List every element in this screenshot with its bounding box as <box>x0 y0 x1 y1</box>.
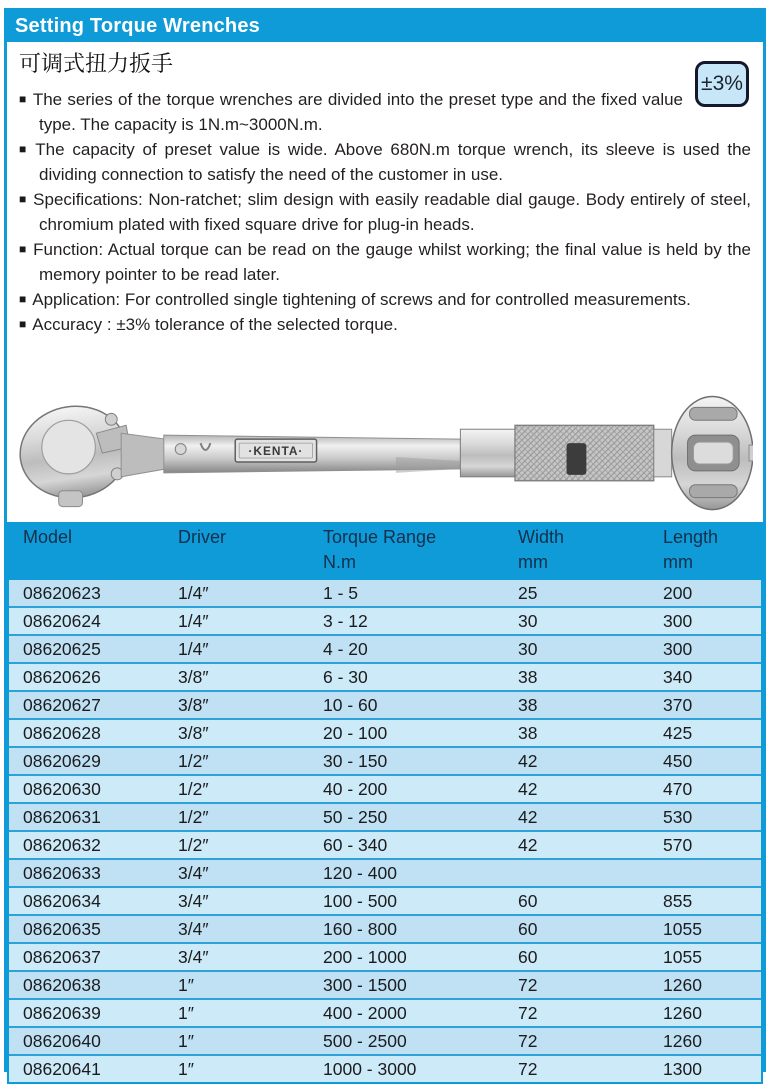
torque-wrench-drawing <box>19 395 753 520</box>
cell-length: 340 <box>649 663 761 691</box>
feature-bullet <box>19 137 751 187</box>
cell-length: 570 <box>649 831 761 859</box>
brand-label: ·KENTA· <box>248 444 303 458</box>
cell-torque-range: 200 - 1000 <box>309 943 504 971</box>
cell-width: 30 <box>504 635 649 663</box>
table-row <box>9 1027 761 1055</box>
bullet-text: Function: Actual torque can be read on the gauge whilst working; the final value is held by the memory pointer to be read later. <box>33 240 751 284</box>
cell-torque-range: 100 - 500 <box>309 887 504 915</box>
spec-table <box>9 522 761 1082</box>
cell-length: 1260 <box>649 1027 761 1055</box>
cell-length: 450 <box>649 747 761 775</box>
cell-model: 08620631 <box>9 803 164 831</box>
cell-width: 30 <box>504 607 649 635</box>
column-header-model: Model <box>9 522 164 580</box>
table-row <box>9 999 761 1027</box>
table-row <box>9 607 761 635</box>
cell-driver: 3/8″ <box>164 691 309 719</box>
cell-length: 1260 <box>649 999 761 1027</box>
cell-length: 370 <box>649 691 761 719</box>
cell-driver: 3/8″ <box>164 663 309 691</box>
table-row <box>9 719 761 747</box>
table-row <box>9 943 761 971</box>
cell-model: 08620626 <box>9 663 164 691</box>
cell-length: 300 <box>649 635 761 663</box>
page-frame <box>4 8 766 1072</box>
column-header-length: Length mm <box>649 522 761 580</box>
cell-width: 72 <box>504 999 649 1027</box>
feature-bullet <box>19 312 751 337</box>
cell-model: 08620641 <box>9 1055 164 1082</box>
wrench-sleeve <box>460 429 516 477</box>
table-row <box>9 580 761 607</box>
grip-collar <box>654 429 672 477</box>
cell-torque-range: 60 - 340 <box>309 831 504 859</box>
table-row <box>9 859 761 887</box>
cell-model: 08620625 <box>9 635 164 663</box>
cell-length: 1055 <box>649 915 761 943</box>
cell-model: 08620635 <box>9 915 164 943</box>
cell-driver: 1″ <box>164 1055 309 1082</box>
cell-driver: 1/2″ <box>164 831 309 859</box>
cell-model: 08620637 <box>9 943 164 971</box>
feature-bullet <box>19 287 751 312</box>
cell-width: 60 <box>504 915 649 943</box>
cell-driver: 3/4″ <box>164 915 309 943</box>
cell-driver: 1″ <box>164 999 309 1027</box>
cell-length: 1055 <box>649 943 761 971</box>
cell-torque-range: 40 - 200 <box>309 775 504 803</box>
bullet-square-icon: ■ <box>19 242 27 256</box>
wrench-head <box>19 399 133 506</box>
table-row <box>9 831 761 859</box>
cell-length: 855 <box>649 887 761 915</box>
cell-model: 08620627 <box>9 691 164 719</box>
cell-model: 08620632 <box>9 831 164 859</box>
cell-driver: 3/8″ <box>164 719 309 747</box>
cell-torque-range: 1000 - 3000 <box>309 1055 504 1082</box>
column-header-width: Width mm <box>504 522 649 580</box>
table-row <box>9 915 761 943</box>
subtitle-chinese: 可调式扭力扳手 <box>19 49 751 79</box>
torque-wrench-image <box>19 395 753 520</box>
intro-section <box>7 42 763 522</box>
table-row <box>9 803 761 831</box>
table-row <box>9 887 761 915</box>
bullet-text: Application: For controlled single tightening of screws and for controlled measurements. <box>32 290 691 309</box>
cell-width: 42 <box>504 775 649 803</box>
brand-plate <box>235 439 316 462</box>
cell-model: 08620624 <box>9 607 164 635</box>
wrench-neck <box>121 433 166 477</box>
cell-width: 72 <box>504 1055 649 1082</box>
cell-torque-range: 160 - 800 <box>309 915 504 943</box>
cell-length: 470 <box>649 775 761 803</box>
page-title: Setting Torque Wrenches <box>7 11 763 42</box>
column-header-driver: Driver <box>164 522 309 580</box>
cell-width: 38 <box>504 663 649 691</box>
cell-model: 08620639 <box>9 999 164 1027</box>
table-row <box>9 635 761 663</box>
cell-torque-range: 30 - 150 <box>309 747 504 775</box>
bullet-square-icon: ■ <box>19 142 29 156</box>
cell-driver: 3/4″ <box>164 859 309 887</box>
cell-driver: 1/4″ <box>164 635 309 663</box>
cell-width <box>504 859 649 887</box>
bullet-text: Accuracy : ±3% tolerance of the selected torque. <box>32 315 398 334</box>
cell-width: 72 <box>504 971 649 999</box>
table-row <box>9 971 761 999</box>
cell-model: 08620629 <box>9 747 164 775</box>
cell-width: 42 <box>504 831 649 859</box>
cell-driver: 1/4″ <box>164 580 309 607</box>
table-row <box>9 747 761 775</box>
cell-driver: 1/2″ <box>164 747 309 775</box>
cell-length: 200 <box>649 580 761 607</box>
cell-model: 08620638 <box>9 971 164 999</box>
cell-width: 38 <box>504 691 649 719</box>
cell-torque-range: 400 - 2000 <box>309 999 504 1027</box>
spec-table-header <box>9 522 761 580</box>
end-knob <box>672 396 753 509</box>
table-row <box>9 775 761 803</box>
cell-driver: 3/4″ <box>164 887 309 915</box>
cell-model: 08620633 <box>9 859 164 887</box>
cell-driver: 1/2″ <box>164 803 309 831</box>
cell-width: 42 <box>504 803 649 831</box>
cell-length: 1260 <box>649 971 761 999</box>
cell-width: 25 <box>504 580 649 607</box>
bullet-square-icon: ■ <box>19 92 27 106</box>
tolerance-badge: ±3% <box>695 61 749 107</box>
cell-torque-range: 120 - 400 <box>309 859 504 887</box>
cell-length: 1300 <box>649 1055 761 1082</box>
cell-model: 08620630 <box>9 775 164 803</box>
cell-torque-range: 6 - 30 <box>309 663 504 691</box>
cell-torque-range: 20 - 100 <box>309 719 504 747</box>
cell-width: 60 <box>504 943 649 971</box>
cell-torque-range: 4 - 20 <box>309 635 504 663</box>
feature-bullet <box>19 237 751 287</box>
column-header-torque-range: Torque Range N.m <box>309 522 504 580</box>
bullet-square-icon: ■ <box>19 317 26 331</box>
bullet-square-icon: ■ <box>19 192 27 206</box>
table-row <box>9 691 761 719</box>
cell-length: 425 <box>649 719 761 747</box>
cell-driver: 1″ <box>164 971 309 999</box>
cell-driver: 3/4″ <box>164 943 309 971</box>
cell-width: 38 <box>504 719 649 747</box>
cell-length: 300 <box>649 607 761 635</box>
cell-width: 60 <box>504 887 649 915</box>
spec-table-section <box>7 522 763 1084</box>
feature-bullet <box>19 87 751 137</box>
cell-model: 08620628 <box>9 719 164 747</box>
cell-torque-range: 50 - 250 <box>309 803 504 831</box>
cell-driver: 1″ <box>164 1027 309 1055</box>
bullet-square-icon: ■ <box>19 292 26 306</box>
cell-model: 08620640 <box>9 1027 164 1055</box>
cell-torque-range: 1 - 5 <box>309 580 504 607</box>
cell-torque-range: 300 - 1500 <box>309 971 504 999</box>
cell-width: 42 <box>504 747 649 775</box>
cell-length: 530 <box>649 803 761 831</box>
table-row <box>9 663 761 691</box>
cell-torque-range: 3 - 12 <box>309 607 504 635</box>
cell-width: 72 <box>504 1027 649 1055</box>
bullet-text: Specifications: Non-ratchet; slim design with easily readable dial gauge. Body entirely of steel, chromium plated with fixed square drive for plug-in heads. <box>33 190 751 234</box>
bullet-text: The capacity of preset value is wide. Above 680N.m torque wrench, its sleeve is used the dividing connection to satisfy the need of the customer in use. <box>35 140 751 184</box>
knurled-grip <box>515 425 654 481</box>
cell-length <box>649 859 761 887</box>
feature-bullet-list <box>19 87 751 337</box>
cell-driver: 1/2″ <box>164 775 309 803</box>
cell-driver: 1/4″ <box>164 607 309 635</box>
cell-torque-range: 10 - 60 <box>309 691 504 719</box>
cell-model: 08620623 <box>9 580 164 607</box>
feature-bullet <box>19 187 751 237</box>
bullet-text: The series of the torque wrenches are divided into the preset type and the fixed value type. The capacity is 1N.m~3000N.m. <box>33 90 683 134</box>
cell-torque-range: 500 - 2500 <box>309 1027 504 1055</box>
cell-model: 08620634 <box>9 887 164 915</box>
